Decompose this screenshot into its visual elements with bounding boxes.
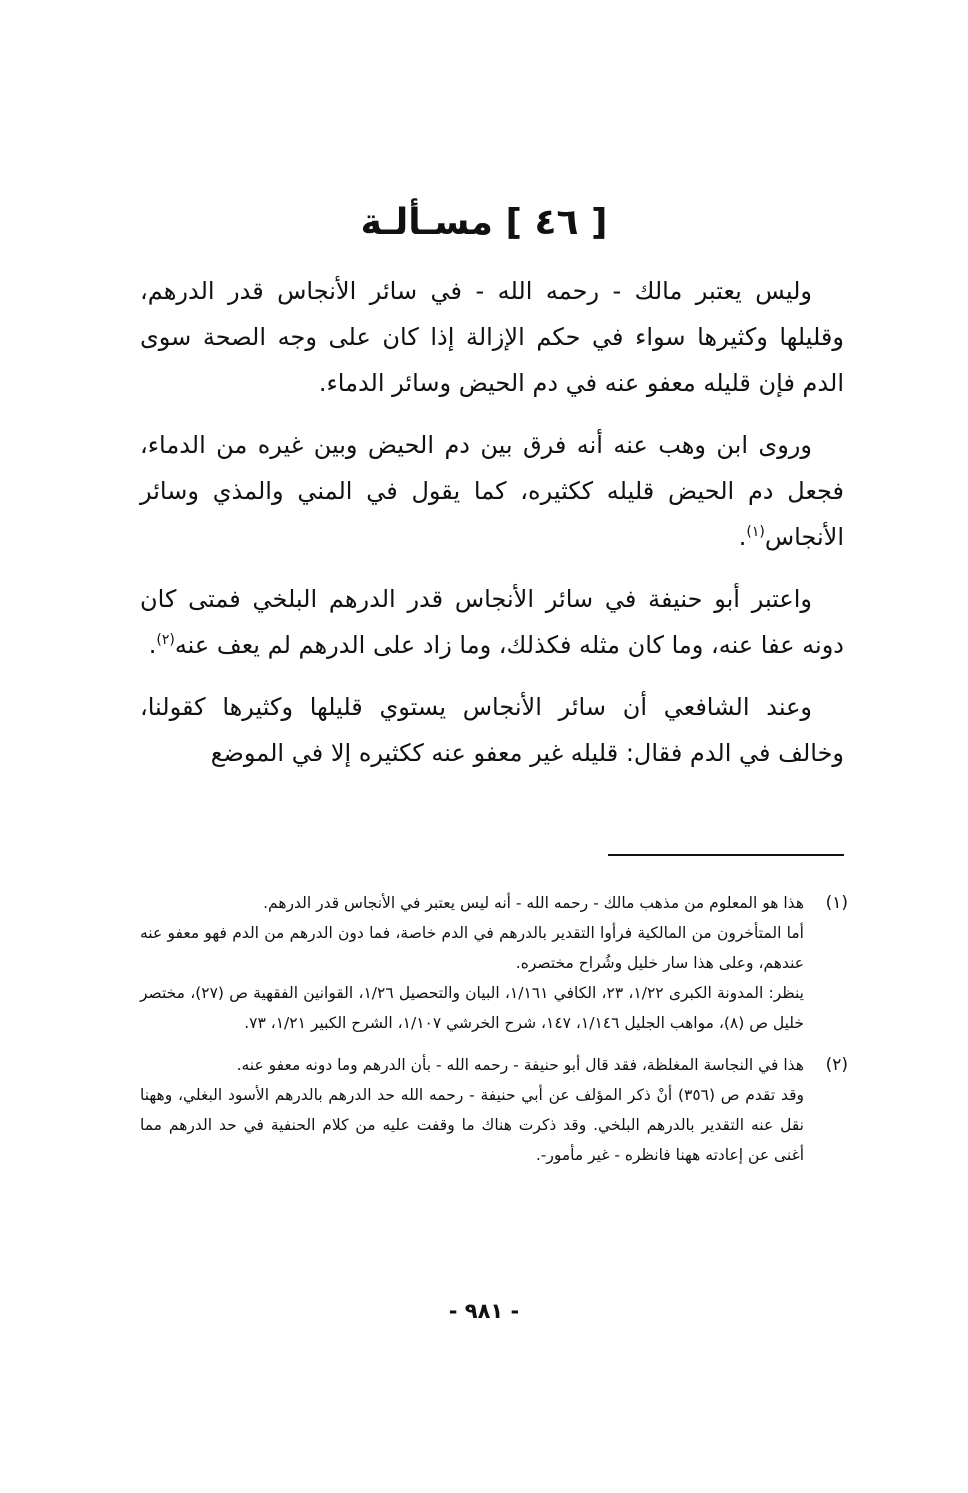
paragraph	[140, 576, 844, 668]
page-number: - ٩٨١ -	[448, 1299, 520, 1323]
footnote-line: أما المتأخرون من المالكية فرأوا التقدير بالدرهم في الدم خاصة، فما دون الدرهم من الدم فهو معفو عنه عندهم، وعلى هذا سار خليل وشُراح مختصره.	[140, 924, 804, 972]
footnote-line: ينظر: المدونة الكبرى ١/٢٢، ٢٣، الكافي ١/١٦١، البيان والتحصيل ١/٢٦، القوانين الفقهية ص (٢٧)، مختصر خليل ص (٨)، مواهب الجليل ١/١٤٦، ١٤٧، شرح الخرشي ١/١٠٧، الشرح الكبير ١/٢١، ٧٣.	[140, 984, 804, 1032]
paragraph	[140, 422, 844, 560]
paragraph	[140, 268, 844, 406]
footnote	[140, 1050, 848, 1170]
footnote-number: (٢)	[825, 1055, 848, 1075]
main-text	[140, 268, 844, 792]
footnote-ref: (١)	[746, 524, 765, 540]
section-heading: [ ٤٦ ] مسـألـة	[360, 202, 608, 243]
paragraph	[140, 684, 844, 776]
footnote-body	[140, 888, 804, 1038]
paragraph-text: وروى ابن وهب عنه أنه فرق بين دم الحيض وبين غيره من الدماء، فجعل دم الحيض قليله ككثيره، كما يقول في المني والمذي وسائر الأنجاس	[140, 431, 844, 551]
footnote-line: هذا في النجاسة المغلظة، فقد قال أبو حنيفة - رحمه الله - بأن الدرهم وما دونه معفو عنه.	[236, 1056, 804, 1074]
footnotes	[140, 888, 848, 1182]
paragraph-text: وليس يعتبر مالك - رحمه الله - في سائر الأنجاس قدر الدرهم، وقليلها وكثيرها سواء في حكم الإزالة إذا كان على وجه الصحة سوى الدم فإن قليله معفو عنه في دم الحيض وسائر الدماء.	[140, 277, 844, 397]
paragraph-end: .	[738, 523, 747, 551]
paragraph-text: وعند الشافعي أن سائر الأنجاس يستوي قليلها وكثيرها كقولنا، وخالف في الدم فقال: قليله غير معفو عنه ككثيره إلا في الموضع	[140, 693, 844, 767]
footnote-line: هذا هو المعلوم من مذهب مالك - رحمه الله - أنه ليس يعتبر في الأنجاس قدر الدرهم.	[263, 894, 804, 912]
footnote-number: (١)	[825, 893, 848, 913]
footnote-line: وقد تقدم ص (٣٥٦) أنْ ذكر المؤلف عن أبي حنيفة - رحمه الله حد الدرهم بالدرهم الأسود البغلي، وههنا نقل عنه التقدير بالدرهم البلخي. وقد ذكرت هناك ما وقفت عليه من كلام الحنفية في حد الدرهم مما أغنى عن إعادته ههنا فانظره - غير مأمور-.	[140, 1086, 804, 1164]
footnote-ref: (٢)	[156, 632, 175, 648]
footnote-body	[140, 1050, 804, 1170]
footnote-divider	[608, 854, 844, 856]
paragraph-text: واعتبر أبو حنيفة في سائر الأنجاس قدر الدرهم البلخي فمتى كان دونه عفا عنه، وما كان مثله فكذلك، وما زاد على الدرهم لم يعف عنه	[140, 585, 844, 659]
paragraph-end: .	[148, 631, 157, 659]
footnote	[140, 888, 848, 1038]
